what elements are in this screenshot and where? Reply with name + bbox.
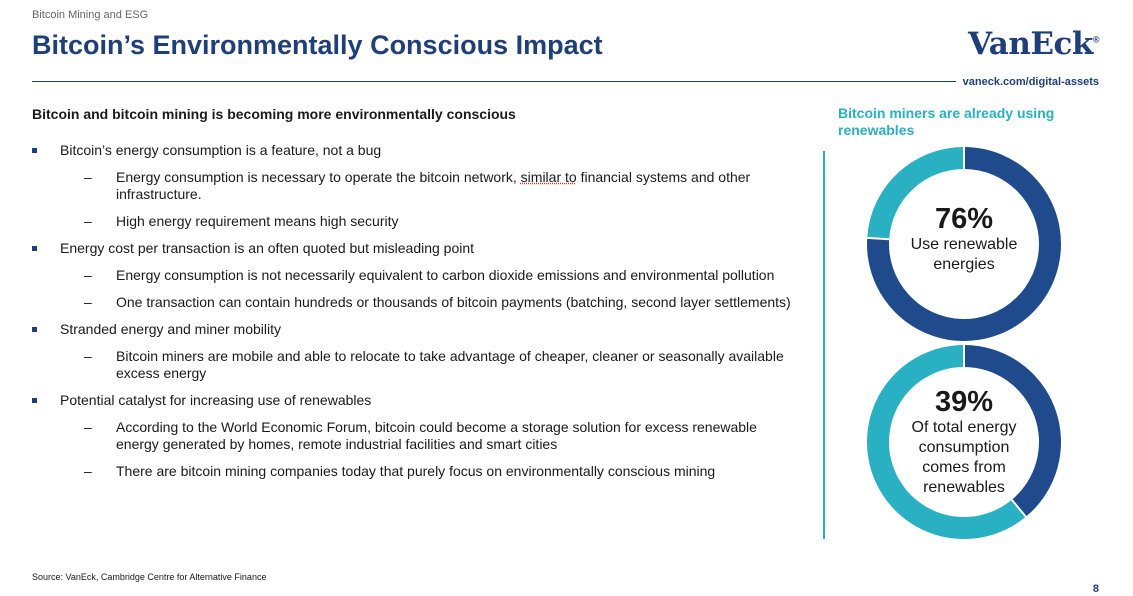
main-subheading: Bitcoin and bitcoin mining is becoming more environmentally conscious <box>32 106 516 122</box>
donut-desc-line: energies <box>933 256 995 273</box>
site-link[interactable]: vaneck.com/digital-assets <box>962 76 1099 88</box>
dash-icon: – <box>84 294 92 310</box>
bullet-item <box>32 321 792 382</box>
sub-bullet-item <box>60 348 792 382</box>
logo-text: VanEck <box>968 26 1093 62</box>
sub-bullet-item <box>60 294 792 311</box>
sub-bullet-text: High energy requirement means high security <box>116 213 399 229</box>
dash-icon: – <box>84 169 92 185</box>
dash-icon: – <box>84 463 92 479</box>
page-title: Bitcoin’s Environmentally Conscious Impact <box>32 30 603 60</box>
sub-bullet-list <box>60 267 792 311</box>
section-label: Bitcoin Mining and ESG <box>32 9 149 21</box>
sub-bullet-list <box>60 419 792 480</box>
bullet-text: Stranded energy and miner mobility <box>60 321 282 337</box>
dash-icon: – <box>84 213 92 229</box>
dash-icon: – <box>84 348 92 364</box>
bullet-list <box>32 142 792 490</box>
title-rule <box>32 81 956 82</box>
sub-bullet-text: There are bitcoin mining companies today that purely focus on environmentally conscious mining <box>116 463 716 479</box>
sub-bullet-list <box>60 348 792 382</box>
sub-bullet-text: Energy consumption is necessary to operate the bitcoin network, similar to financial systems and other infrastructure. <box>116 169 751 202</box>
bullet-text: Potential catalyst for increasing use of renewables <box>60 392 372 408</box>
sub-bullet-text: One transaction can contain hundreds or thousands of bitcoin payments (batching, second layer settlements) <box>116 294 791 310</box>
logo-registered-mark: ® <box>1092 34 1099 45</box>
bullet-square-icon <box>32 148 37 153</box>
sub-bullet-item <box>60 169 792 203</box>
bullet-item <box>32 142 792 230</box>
donut-desc-line: comes from <box>922 459 1006 476</box>
source-note: Source: VanEck, Cambridge Centre for Alternative Finance <box>32 572 267 582</box>
sub-bullet-text: Bitcoin miners are mobile and able to relocate to take advantage of cheaper, cleaner or seasonally available excess energy <box>116 348 784 381</box>
sub-bullet-list <box>60 169 792 230</box>
bullet-item <box>32 392 792 480</box>
vaneck-logo <box>968 26 1099 62</box>
sub-bullet-text: Energy consumption is not necessarily equivalent to carbon dioxide emissions and environmental pollution <box>116 267 775 283</box>
donut-desc-line: Of total energy <box>911 419 1017 436</box>
donut-desc-line: consumption <box>918 439 1010 456</box>
donut-label-renewable-use <box>884 203 1044 275</box>
donut-desc-line: renewables <box>923 479 1005 496</box>
donut-percent: 39% <box>934 386 994 418</box>
side-divider <box>823 151 825 539</box>
donut-desc-line: Use renewable <box>910 236 1018 253</box>
page-number: 8 <box>1092 583 1099 595</box>
donut-percent: 76% <box>934 203 994 235</box>
bullet-text: Bitcoin’s energy consumption is a feature, not a bug <box>60 142 382 158</box>
side-heading: Bitcoin miners are already using renewables <box>838 105 1055 138</box>
dash-icon: – <box>84 419 92 435</box>
bullet-item <box>32 240 792 311</box>
dash-icon: – <box>84 267 92 283</box>
sub-bullet-item <box>60 267 792 284</box>
bullet-square-icon <box>32 398 37 403</box>
spellcheck-underline: similar to <box>520 169 577 185</box>
sub-bullet-text: According to the World Economic Forum, bitcoin could become a storage solution for excess renewable energy generated by homes, remote industrial facilities and smart cities <box>116 419 757 452</box>
bullet-square-icon <box>32 246 37 251</box>
sub-bullet-item <box>60 419 792 453</box>
bullet-text: Energy cost per transaction is an often quoted but misleading point <box>60 240 475 256</box>
bullet-square-icon <box>32 327 37 332</box>
sub-bullet-item <box>60 213 792 230</box>
donut-label-energy-share <box>884 386 1044 498</box>
sub-bullet-item <box>60 463 792 480</box>
